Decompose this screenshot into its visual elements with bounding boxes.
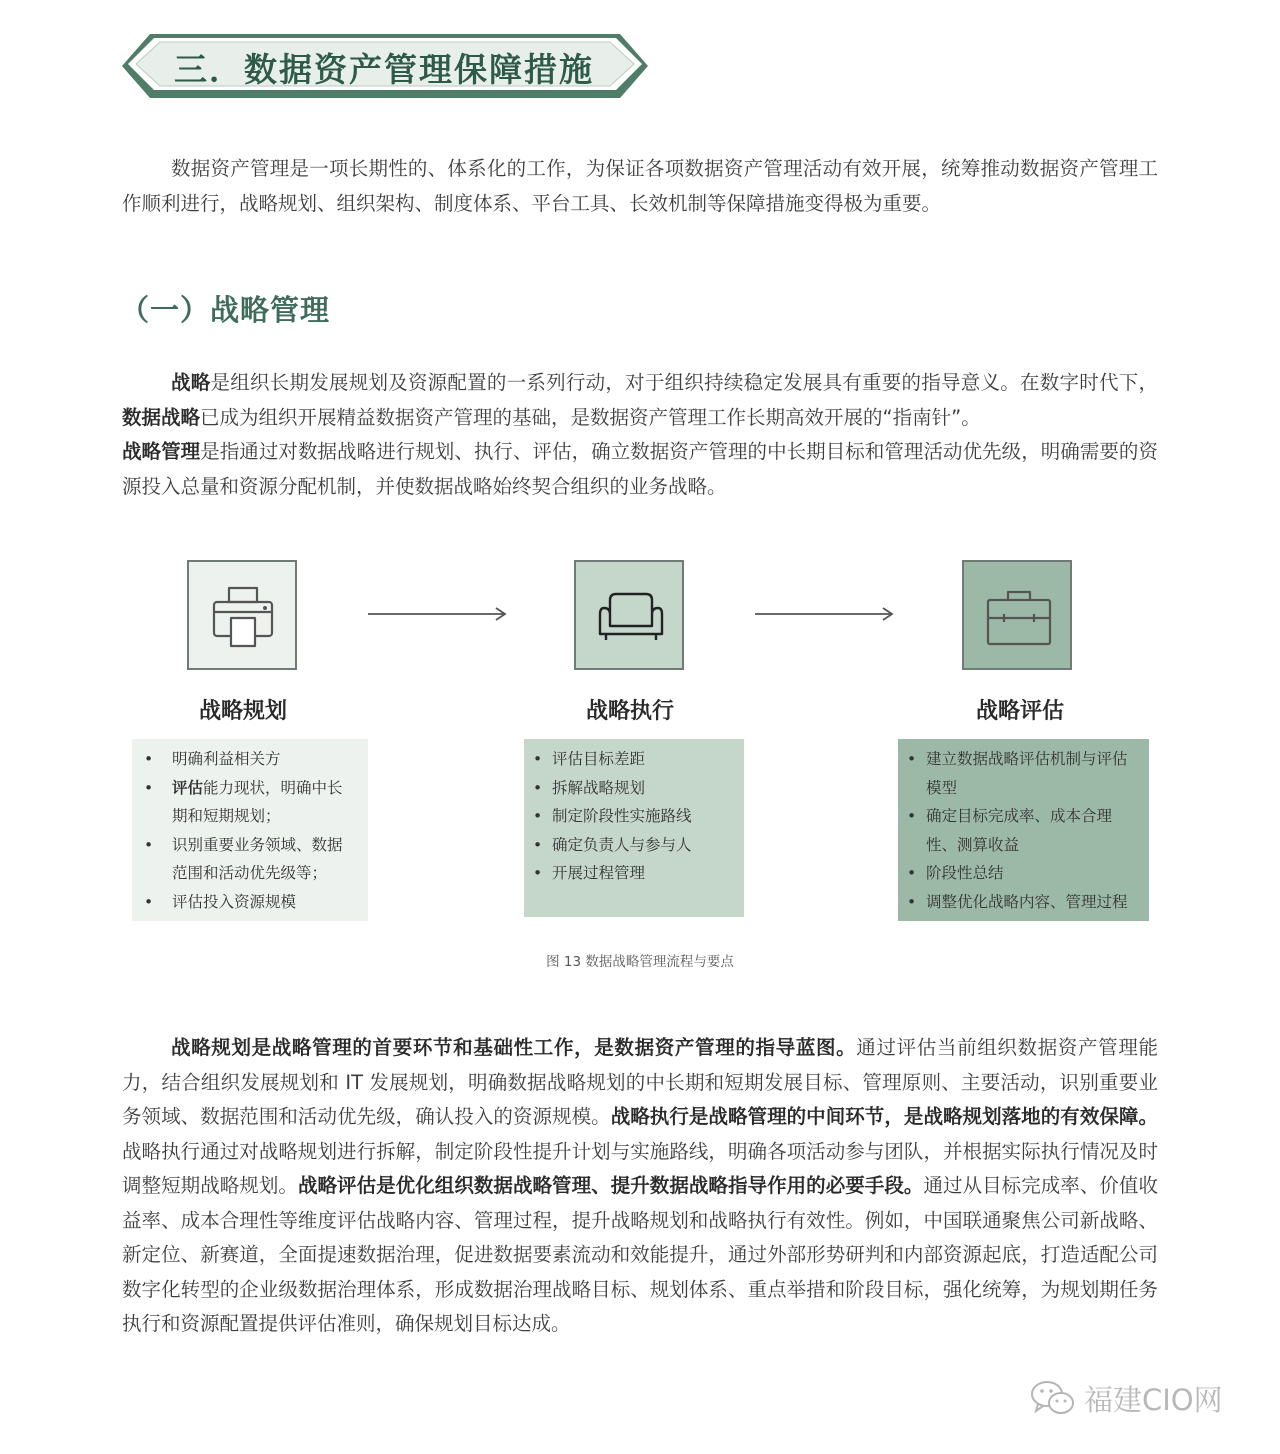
printer-icon (209, 582, 279, 652)
list-item: • 开展过程管理 (524, 859, 744, 888)
list-item: • 制定阶段性实施路线 (524, 802, 744, 831)
paragraph-text: 通过评估当前组织数据资产管理能力，结合组织发展规划和 IT 发展规划，明确数据战略规划的中长期和短期发展目标、管理原则、主要活动，识别重要业务领域、数据范围和活动优先级，确认投入的资源规模。 (122, 1036, 1158, 1128)
bold-term: 数据战略 (122, 405, 201, 429)
bold-term: 战略管理 (122, 440, 201, 463)
list-item: • 评估目标差距 (524, 745, 744, 774)
list-item: • 明确利益相关方 (132, 745, 368, 774)
flow-arrow (755, 604, 895, 624)
list-item: • 拆解战略规划 (524, 774, 744, 803)
list-item: • 建立数据战略评估机制与评估模型 (898, 745, 1149, 802)
section-title: 三．数据资产管理保障措施 (174, 50, 594, 89)
list-item: • 确定目标完成率、成本合理性、测算收益 (898, 802, 1149, 859)
paragraph-text: 是指通过对数据战略进行规划、执行、评估，确立数据资产管理的中长期目标和管理活动优先级，明确需要的资源投入总量和资源分配机制，并使数据战略始终契合组织的业务战略。 (122, 440, 1158, 498)
figure-caption: 图 13 数据战略管理流程与要点 (546, 954, 734, 970)
paragraph-text: 战略执行通过对战略规划进行拆解，制定阶段性提升计划与实施路线，明确各项活动参与团队，并根据实际执行情况及时调整短期战略规划。 (122, 1139, 1158, 1197)
stage-points-execution (524, 739, 744, 917)
watermark-text: 福建CIO网 (1084, 1382, 1223, 1417)
paragraph-text: 已成为组织开展精益数据资产管理的基础，是数据资产管理工作长期高效开展的“指南针”。 (200, 405, 981, 429)
watermark (1030, 1376, 1223, 1420)
bold-term: 战略 (171, 371, 211, 394)
strategy-detail-paragraph (122, 1031, 1158, 1342)
section-banner (120, 32, 652, 102)
list-item: • 评估能力现状，明确中长期和短期规划； (132, 774, 368, 831)
stage-points-evaluation (898, 739, 1149, 921)
toolbox-icon (984, 582, 1054, 652)
list-item: • 调整优化战略内容、管理过程 (898, 888, 1149, 917)
flow-arrow (368, 604, 508, 624)
stage-title-execution: 战略执行 (585, 699, 674, 724)
wechat-icon (1030, 1378, 1076, 1418)
sofa-icon (596, 582, 666, 652)
list-item: • 确定负责人与参与人 (524, 831, 744, 860)
stage-icon-box-evaluation (962, 560, 1072, 670)
subsection-title: （一）战略管理 (120, 293, 331, 327)
stage-title-planning: 战略规划 (198, 699, 287, 724)
stage-icon-box-planning (187, 560, 297, 670)
list-item: • 评估投入资源规模 (132, 888, 368, 917)
list-item: • 阶段性总结 (898, 859, 1149, 888)
paragraph-text: 是组织长期发展规划及资源配置的一系列行动，对于组织持续稳定发展具有重要的指导意义。在数字时代下， (210, 371, 1158, 394)
intro-paragraph: 数据资产管理是一项长期性的、体系化的工作，为保证各项数据资产管理活动有效开展，统筹推动数据资产管理工作顺利进行，战略规划、组织架构、制度体系、平台工具、长效机制等保障措施变得极为重要。 (122, 157, 1158, 215)
bold-sentence: 战略规划是战略管理的首要环节和基础性工作，是数据资产管理的指导蓝图。 (171, 1036, 857, 1059)
paragraph-text: 通过从目标完成率、价值收益率、成本合理性等维度评估战略内容、管理过程，提升战略规划和战略执行有效性。例如，中国联通聚焦公司新战略、新定位、新赛道，全面提速数据治理，促进数据要素流动和效能提升，通过外部形势研判和内部资源起底，打造适配公司数字化转型的企业级数据治理体系，形成数据治理战略目标、规划体系、重点举措和阶段目标，强化统筹，为规划期任务执行和资源配置提供评估准则，确保规划目标达成。 (122, 1174, 1158, 1335)
list-item: • 识别重要业务领域、数据范围和活动优先级等； (132, 831, 368, 888)
stage-points-planning (132, 739, 368, 921)
bold-sentence: 战略执行是战略管理的中间环节，是战略规划落地的有效保障。 (610, 1105, 1158, 1128)
stage-title-evaluation: 战略评估 (975, 699, 1064, 724)
bold-sentence: 战略评估是优化组织数据战略管理、提升数据战略指导作用的必要手段。 (297, 1174, 924, 1197)
strategy-paragraph (122, 366, 1158, 504)
stage-icon-box-execution (574, 560, 684, 670)
